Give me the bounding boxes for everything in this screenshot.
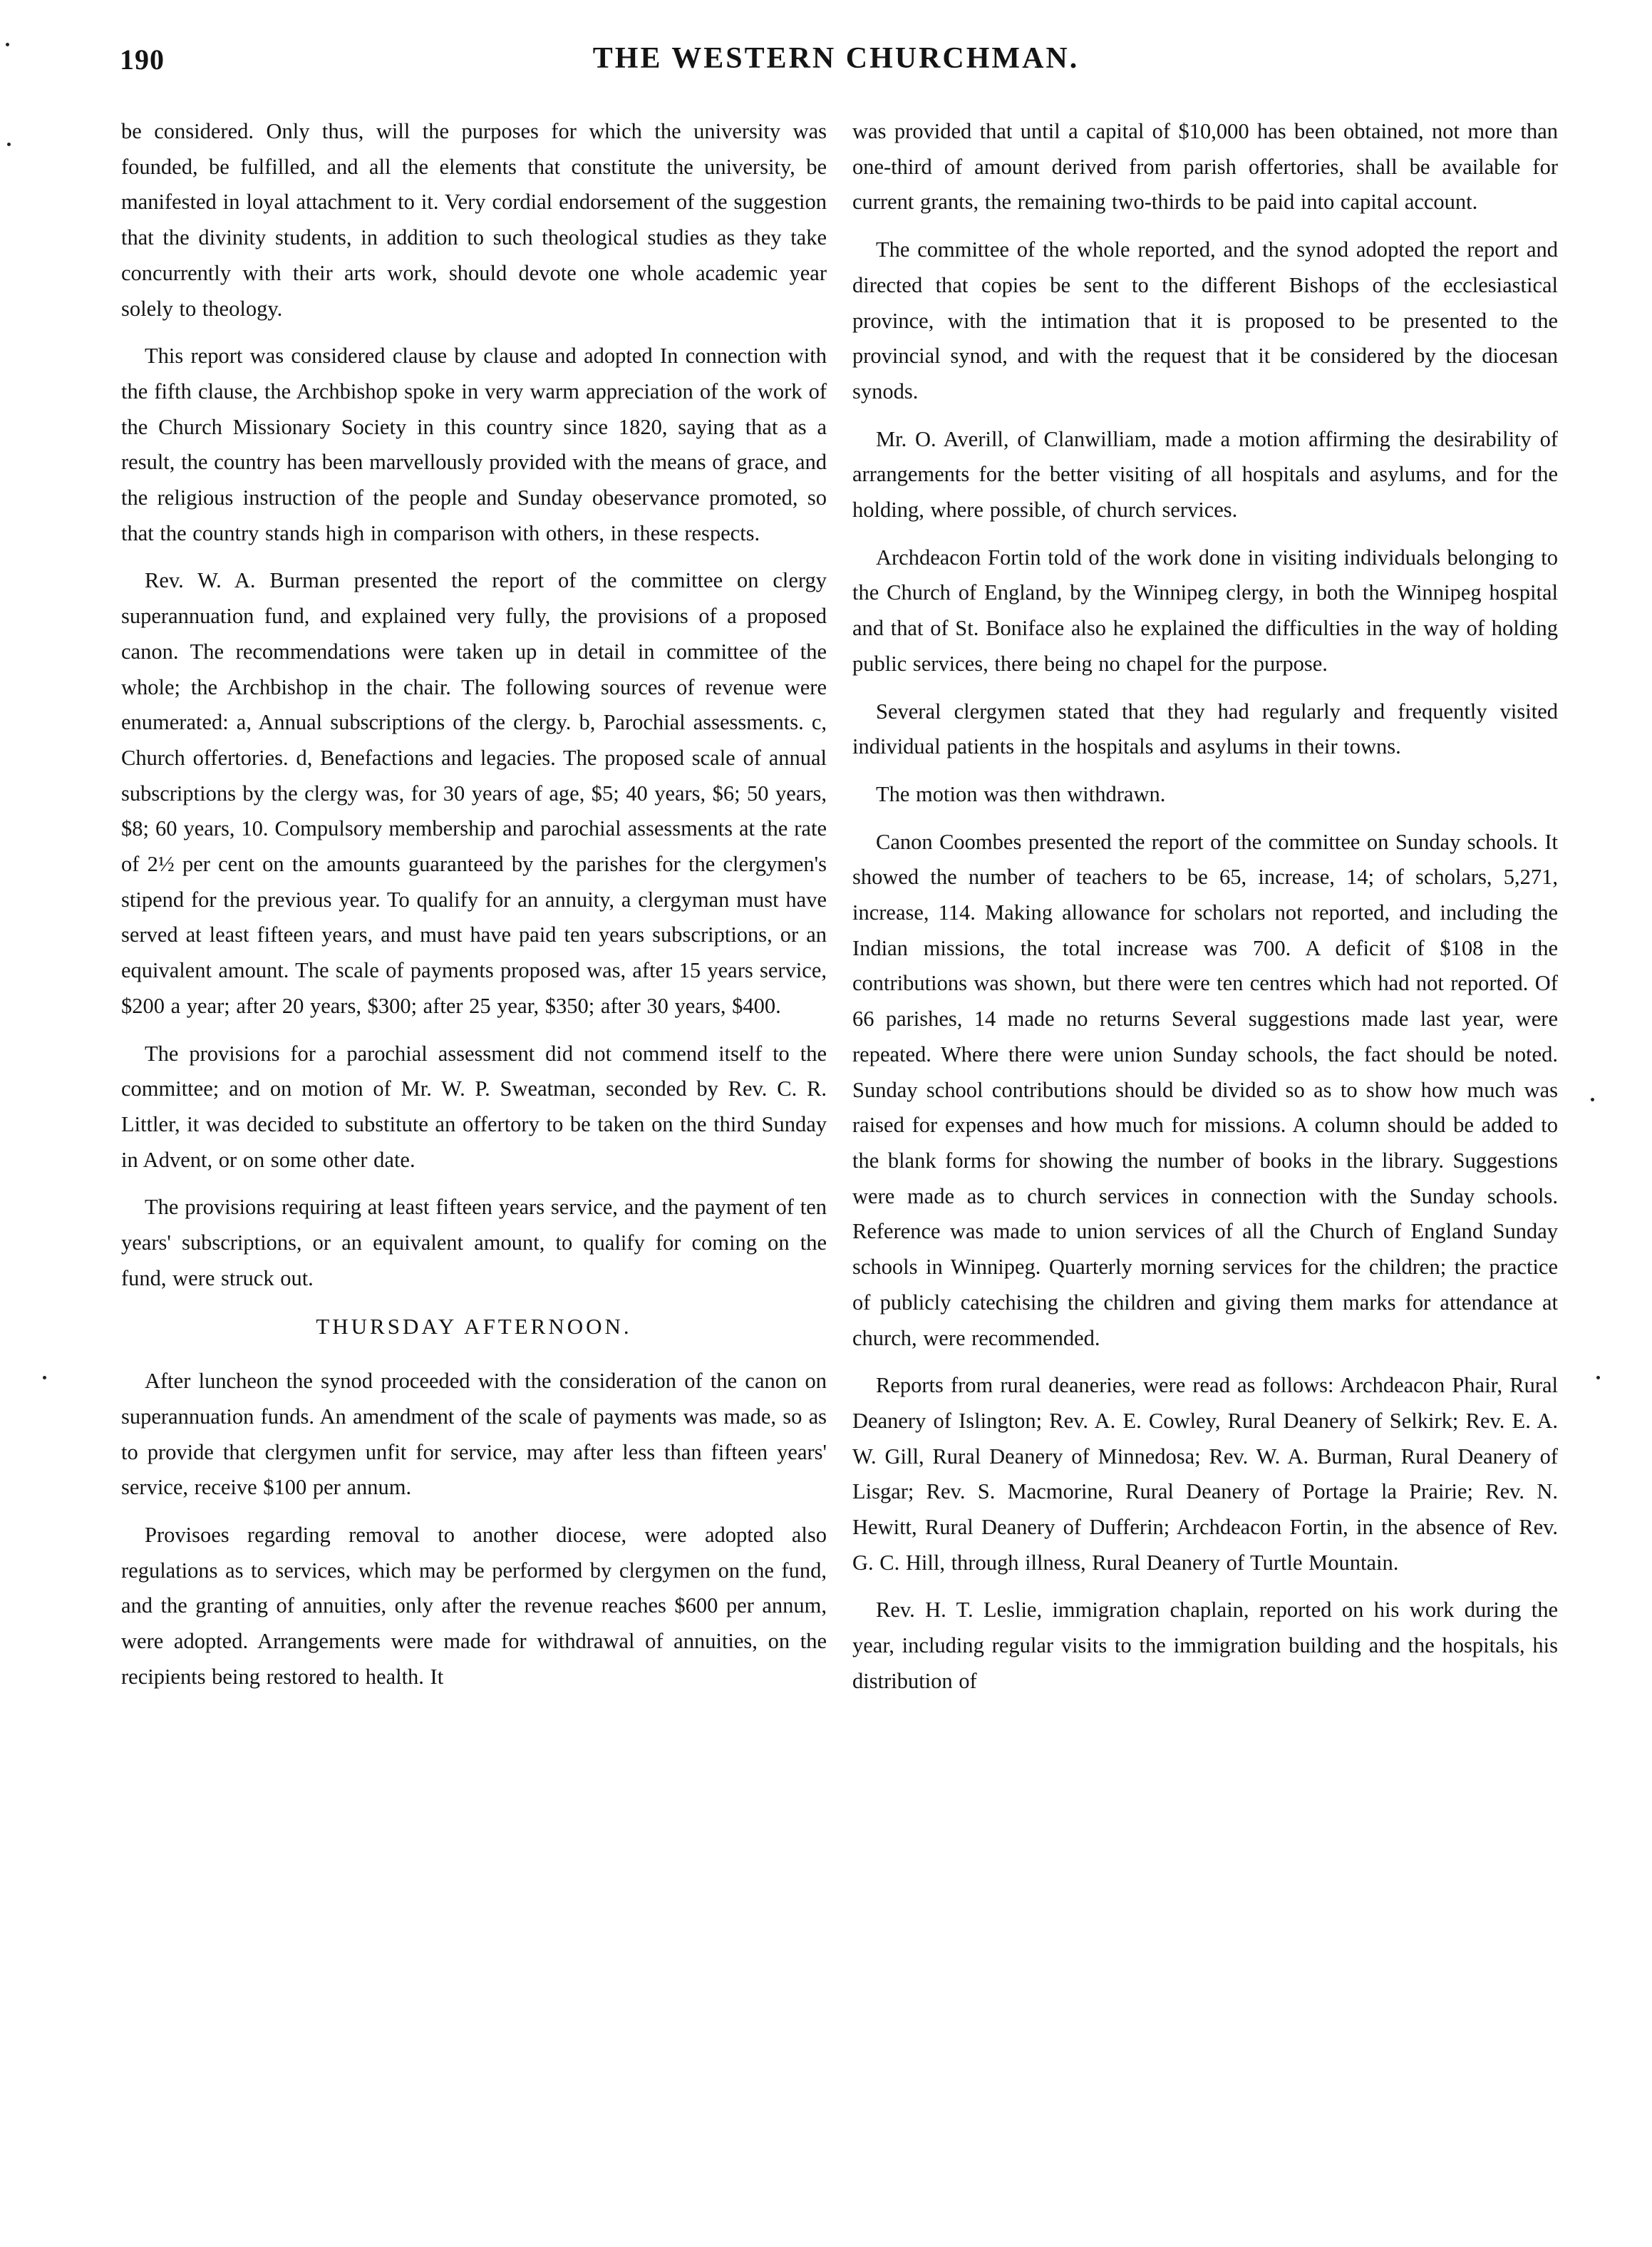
paragraph: Canon Coombes presented the report of the committee on Sunday schools. It showed the number of teachers to be 65, increase, 14; of scholars, 5,271, increase, 114. Making allowance for scholars not reported, and including the Indian missions, the total increase was 700. A deficit of $108 in the contributions was shown, but there were ten centres which had not reported. Of 66 parishes, 14 made no returns Several suggestions made last year, were repeated. Where there were union Sunday schools, the fact should be noted. Sunday school contributions should be divided so as to show how much was raised for expenses and how much for missions. A column should be added to the blank forms for showing the number of books in the library. Suggestions were made as to church services in connection with the Sunday schools. Reference was made to union services of all the Church of England Sunday schools in Winnipeg. Quarterly morning services for the children; the practice of publicly catechising the children and giving them marks for attendance at church, were recommended. [852, 829, 1558, 1350]
paragraph: was provided that until a capital of $10,000 has been obtained, not more than one-third of amount derived from parish offertories, shall be available for current grants, the remaining two-thirds to be paid into capital account. [852, 119, 1558, 215]
scan-speck [1591, 1098, 1594, 1101]
paragraph: Rev. W. A. Burman presented the report of the committee on clergy superannuation fund, and explained very fully, the provisions of a proposed canon. The recommendations were taken up in detail in committee of the whole; the Archbishop in the chair. The following sources of revenue were enumerated: a, Annual subscriptions of the clergy. b, Parochial assessments. c, Church offertories. d, Benefactions and legacies. The proposed scale of annual subscriptions by the clergy was, for 30 years of age, $5; 40 years, $6; 50 years, $8; 60 years, 10. Compulsory membership and parochial assessments at the rate of 2½ per cent on the amounts guaranteed by the parishes for the clergymen's stipend for the previous year. To qualify for an annuity, a clergyman must have served at least fifteen years, and must have paid ten years subscriptions, or an equivalent amount. The scale of payments proposed was, after 15 years service, $200 a year; after 20 years, $300; after 25 year, $350; after 30 years, $400. [121, 568, 827, 1018]
paragraph: Several clergymen stated that they had regularly and frequently visited individual patients in the hospitals and asylums in their towns. [852, 699, 1558, 759]
paragraph: Reports from rural deaneries, were read as follows: Archdeacon Phair, Rural Deanery of Islington; Rev. A. E. Cowley, Rural Deanery of Selkirk; Rev. E. A. W. Gill, Rural Deanery of Minnedosa; Rev. W. A. Burman, Rural Deanery of Lisgar; Rev. S. Macmorine, Rural Deanery of Portage la Prairie; Rev. N. Hewitt, Rural Deanery of Dufferin; Archdeacon Fortin, in the absence of Rev. G. C. Hill, through illness, Rural Deanery of Turtle Mountain. [852, 1373, 1558, 1575]
paragraph: The provisions requiring at least fifteen years service, and the payment of ten years' subscriptions, or an equivalent amount, to qualify for coming on the fund, were struck out. [121, 1195, 827, 1290]
right-column [852, 114, 1558, 1712]
paragraph: The motion was then withdrawn. [876, 781, 1166, 806]
page-number: 190 [120, 43, 165, 76]
paragraph: Mr. O. Averill, of Clanwilliam, made a motion affirming the desirability of arrangements for the better visiting of all hospitals and asylums, and for the holding, where possible, of church services. [852, 426, 1558, 523]
paragraph: Rev. H. T. Leslie, immigration chaplain, reported on his work during the year, including regular visits to the immigration building and the hospitals, his distribution of [852, 1598, 1558, 1693]
page-header [120, 41, 1552, 84]
section-heading: THURSDAY AFTERNOON. [316, 1313, 632, 1339]
paragraph: This report was considered clause by clause and adopted In connection with the fifth clause, the Archbishop spoke in very warm appreciation of the work of the Church Missionary Society in this country since 1820, saying that as a result, the country has been marvellously provided with the means of grace, and the religious instruction of the people and Sunday obeservance promoted, so that the country stands high in comparison with others, in these respects. [121, 344, 827, 545]
paragraph: The provisions for a parochial assessment did not commend itself to the committee; and on motion of Mr. W. P. Sweatman, seconded by Rev. C. R. Littler, it was decided to substitute an offertory to be taken on the third Sunday in Advent, or on some other date. [121, 1041, 827, 1172]
paragraph: The committee of the whole reported, and the synod adopted the report and directed that copies be sent to the different Bishops of the ecclesiastical province, with the intimation that it is proposed to be presented to the provincial synod, and with the request that it be considered by the diocesan synods. [852, 237, 1558, 403]
paragraph: be considered. Only thus, will the purposes for which the university was founded, be fulfilled, and all the elements that constitute the university, be manifested in loyal attachment to it. Very cordial endorsement of the suggestion that the divinity students, in addition to such theological studies as they take concurrently with their arts work, should devote one whole academic year solely to theology. [121, 119, 827, 321]
paragraph: Archdeacon Fortin told of the work done in visiting individuals belonging to the Church of England, by the Winnipeg clergy, in both the Winnipeg hospital and that of St. Boniface also he explained the difficulties in the way of holding public services, there being no chapel for the purpose. [852, 545, 1558, 676]
scan-speck [43, 1376, 46, 1379]
paragraph: Provisoes regarding removal to another diocese, were adopted also regulations as to services, which may be performed by clergymen on the fund, and the granting of annuities, only after the revenue reaches $600 per annum, were adopted. Arrangements were made for withdrawal of annuities, on the recipients being restored to health. It [121, 1523, 827, 1689]
scan-speck [6, 43, 9, 46]
paragraph: After luncheon the synod proceeded with the consideration of the canon on superannuation funds. An amendment of the scale of payments was made, so as to provide that clergymen unfit for service, may after less than fifteen years' service, receive $100 per annum. [121, 1369, 827, 1500]
left-column [121, 114, 827, 1707]
scan-speck [1596, 1376, 1600, 1379]
running-title: THE WESTERN CHURCHMAN. [592, 42, 1080, 75]
scan-speck [7, 143, 11, 146]
